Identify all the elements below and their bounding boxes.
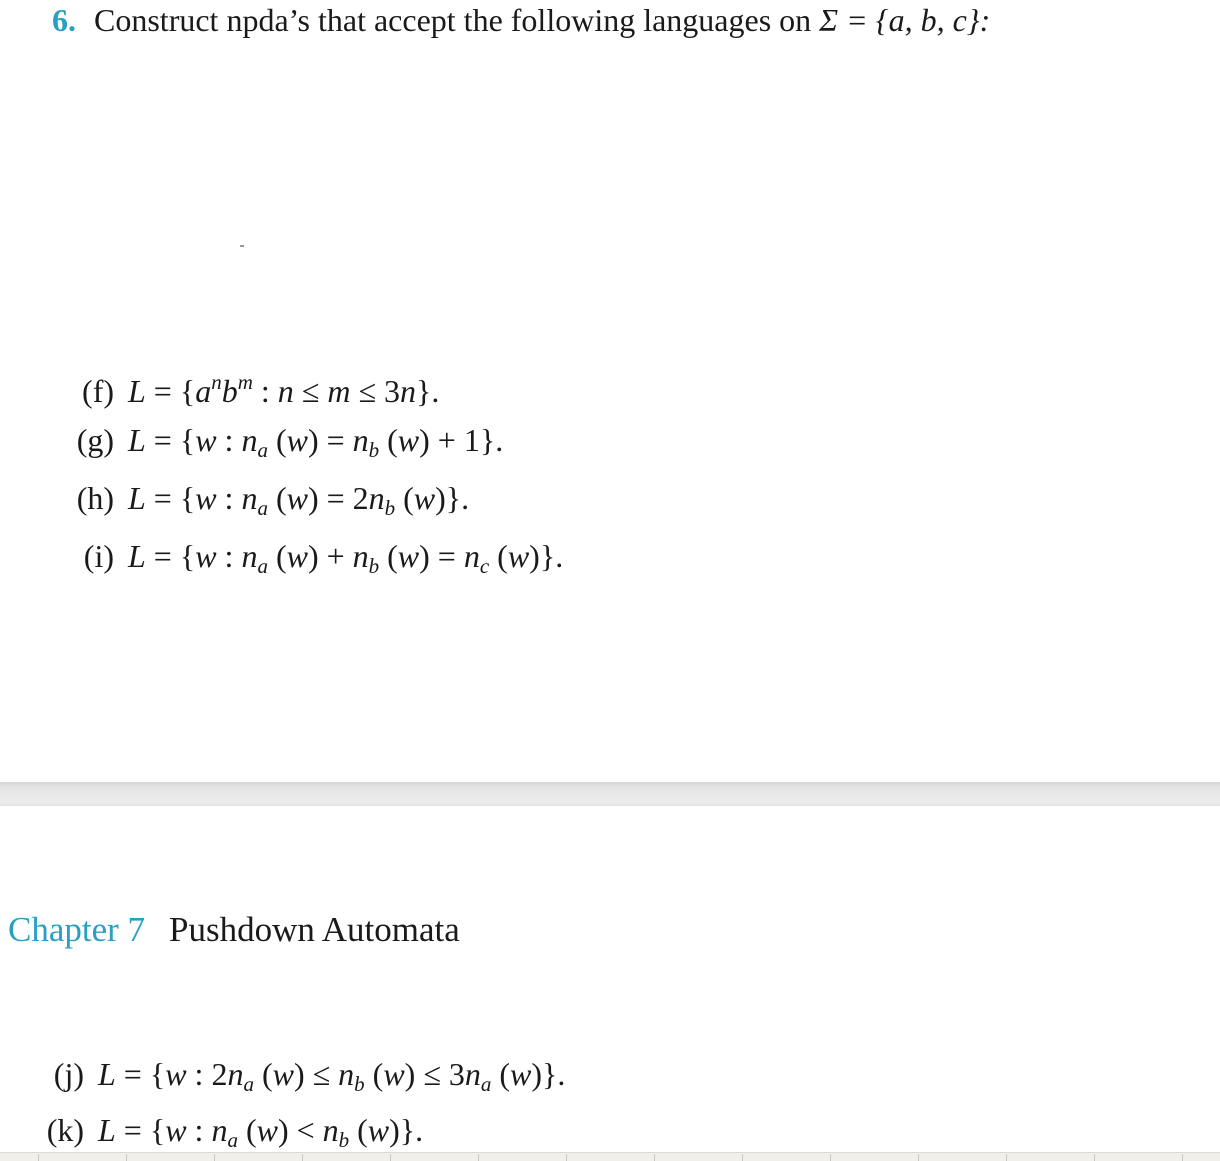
item-h [54, 478, 469, 528]
chapter-number: 7 [127, 910, 146, 949]
language-expression: L = {w : na (w) = nb (w) + 1}. [128, 422, 504, 462]
language-expression: L = {w : 2na (w) ≤ nb (w) ≤ 3na (w)}. [98, 1056, 566, 1096]
problem-text: Construct npda’s that accept the following languages on [94, 2, 820, 38]
item-label: (h) [76, 480, 114, 516]
chapter-header [8, 908, 460, 952]
language-expression: L = {w : na (w) = 2nb (w)}. [128, 480, 470, 520]
chapter-label: Chapter [8, 910, 119, 949]
language-expression: L = {w : na (w) + nb (w) = nc (w)}. [128, 538, 564, 578]
item-g [54, 420, 503, 470]
chapter-title: Pushdown Automata [169, 910, 460, 949]
item-label: (j) [53, 1056, 84, 1092]
item-label: (g) [76, 422, 114, 458]
language-expression: $L = \{a^nb^m$ : n ≤ m ≤ 3n}. [128, 370, 440, 409]
item-label: (k) [46, 1112, 84, 1148]
item-label: (i) [83, 538, 114, 574]
item-i [54, 536, 563, 586]
page-bottom [0, 806, 1220, 1160]
item-f [54, 362, 439, 411]
stray-mark [240, 245, 244, 247]
language-expression: L = {w : na (w) < nb (w)}. [98, 1112, 424, 1152]
alphabet-definition: Σ = {a, b, c}: [819, 2, 991, 38]
problem-number: 6. [52, 2, 76, 38]
item-j [24, 1054, 565, 1104]
problem-statement [52, 0, 990, 40]
item-label: (f) [82, 373, 114, 409]
page-separator [0, 782, 1220, 806]
